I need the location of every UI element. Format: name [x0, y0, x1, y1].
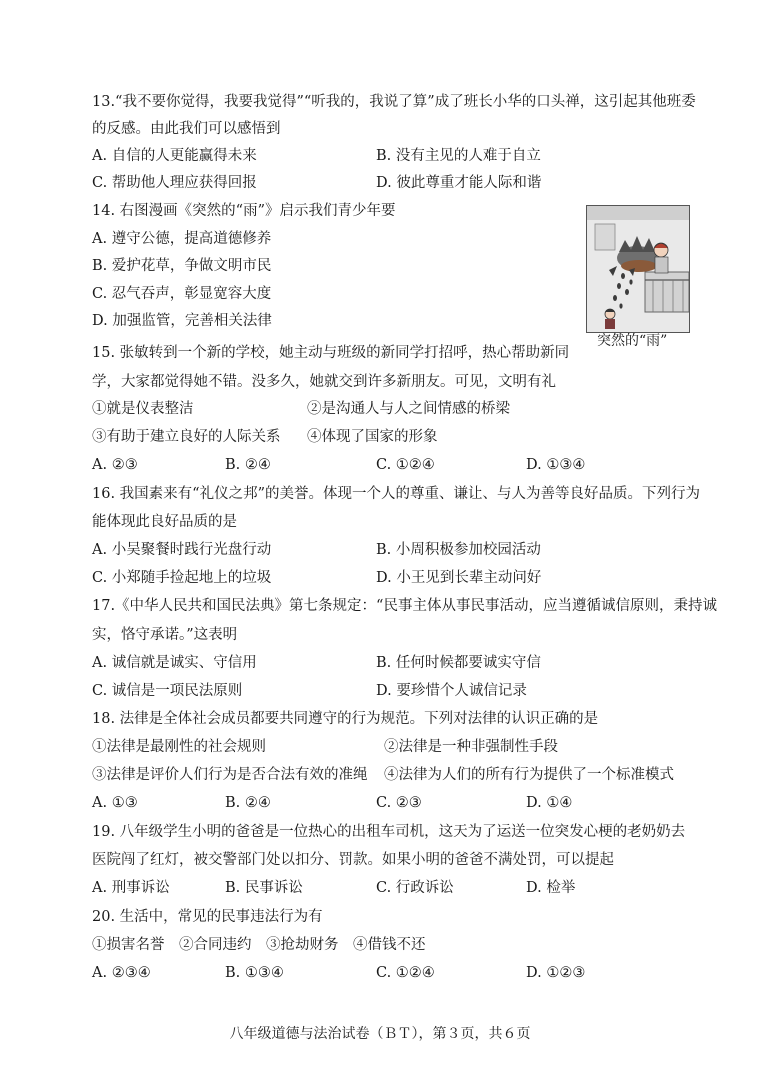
- q15-item-3: ③有助于建立良好的人际关系: [92, 429, 281, 445]
- q15-option-b: B. ②④: [225, 457, 271, 473]
- page-footer: 八年级道德与法治试卷（ＢＴ），第３页，共６页: [229, 1026, 531, 1042]
- q17-option-a: A. 诚信就是诚实、守信用: [92, 655, 257, 671]
- q20-items: ①损害名誉 ②合同违约 ③抢劫财务 ④借钱不还: [92, 937, 426, 953]
- q20-option-c: C. ①②④: [376, 965, 435, 981]
- q19-option-d: D. 检举: [526, 880, 576, 896]
- q20-option-a: A. ②③④: [92, 965, 151, 981]
- q19-stem-line2: 医院闯了红灯，被交警部门处以扣分、罚款。如果小明的爸爸不满处罚，可以提起: [92, 852, 614, 868]
- q18-option-b: B. ②④: [225, 795, 271, 811]
- q19-option-a: A. 刑事诉讼: [92, 880, 170, 896]
- q15-item-4: ④体现了国家的形象: [307, 429, 438, 445]
- q18-option-a: A. ①③: [92, 795, 138, 811]
- q14-option-b: B. 爱护花草，争做文明市民: [92, 258, 272, 274]
- q15-stem-line2: 学，大家都觉得她不错。没多久，她就交到许多新朋友。可见，文明有礼: [92, 374, 556, 390]
- q14-option-a: A. 遵守公德，提高道德修养: [92, 231, 272, 247]
- q16-stem-line1: 16. 我国素来有“礼仪之邦”的美誉。体现一个人的尊重、谦让、与人为善等良好品质。下列行为: [92, 486, 700, 502]
- q13-option-a: A. 自信的人更能赢得未来: [92, 148, 257, 164]
- q15-option-a: A. ②③: [92, 457, 138, 473]
- q20-option-b: B. ①③④: [225, 965, 284, 981]
- cartoon-image: [586, 205, 690, 333]
- q18-option-d: D. ①④: [526, 795, 573, 811]
- q13-option-d: D. 彼此尊重才能人际和谐: [376, 175, 542, 191]
- q13-stem-line2: 的反感。由此我们可以感悟到: [92, 121, 281, 137]
- q17-option-c: C. 诚信是一项民法原则: [92, 683, 243, 699]
- q16-option-c: C. 小郑随手捡起地上的垃圾: [92, 570, 272, 586]
- q16-option-a: A. 小吴聚餐时践行光盘行动: [92, 542, 272, 558]
- q18-option-c: C. ②③: [376, 795, 422, 811]
- q17-option-b: B. 任何时候都要诚实守信: [376, 655, 541, 671]
- q19-option-c: C. 行政诉讼: [376, 880, 454, 896]
- q14-stem: 14. 右图漫画《突然的“雨”》启示我们青少年要: [92, 203, 396, 219]
- q19-stem-line1: 19. 八年级学生小明的爸爸是一位热心的出租车司机，这天为了运送一位突发心梗的老奶奶去: [92, 824, 686, 840]
- q15-stem-line1: 15. 张敏转到一个新的学校，她主动与班级的新同学打招呼，热心帮助新同: [92, 345, 570, 361]
- q18-item-3: ③法律是评价人们行为是否合法有效的准绳: [92, 767, 368, 783]
- q15-option-d: D. ①③④: [526, 457, 586, 473]
- q13-option-c: C. 帮助他人理应获得回报: [92, 175, 257, 191]
- q13-option-b: B. 没有主见的人难于自立: [376, 148, 541, 164]
- cartoon-illustration: [587, 206, 689, 332]
- q14-option-d: D. 加强监管，完善相关法律: [92, 313, 272, 329]
- q18-item-4: ④法律为人们的所有行为提供了一个标准模式: [384, 767, 674, 783]
- q18-item-2: ②法律是一种非强制性手段: [384, 739, 558, 755]
- q17-stem-line1: 17.《中华人民共和国民法典》第七条规定：“民事主体从事民事活动，应当遵循诚信原则，秉持诚: [92, 598, 717, 614]
- q20-stem: 20. 生活中，常见的民事违法行为有: [92, 909, 323, 925]
- q17-option-d: D. 要珍惜个人诚信记录: [376, 683, 527, 699]
- q16-option-b: B. 小周积极参加校园活动: [376, 542, 541, 558]
- q15-item-2: ②是沟通人与人之间情感的桥梁: [307, 401, 510, 417]
- q17-stem-line2: 实，恪守承诺。”这表明: [92, 627, 238, 643]
- q18-stem: 18. 法律是全体社会成员都要共同遵守的行为规范。下列对法律的认识正确的是: [92, 711, 599, 727]
- q13-stem-line1: 13.“我不要你觉得，我要我觉得”“听我的，我说了算”成了班长小华的口头禅，这引起其他班委: [92, 94, 696, 110]
- q16-option-d: D. 小王见到长辈主动问好: [376, 570, 542, 586]
- q20-option-d: D. ①②③: [526, 965, 586, 981]
- q15-item-1: ①就是仪表整洁: [92, 401, 194, 417]
- q14-option-c: C. 忍气吞声，彰显宽容大度: [92, 286, 272, 302]
- q19-option-b: B. 民事诉讼: [225, 880, 303, 896]
- q15-option-c: C. ①②④: [376, 457, 435, 473]
- q18-item-1: ①法律是最刚性的社会规则: [92, 739, 266, 755]
- q16-stem-line2: 能体现此良好品质的是: [92, 514, 237, 530]
- cartoon-caption: 突然的“雨”: [597, 333, 668, 349]
